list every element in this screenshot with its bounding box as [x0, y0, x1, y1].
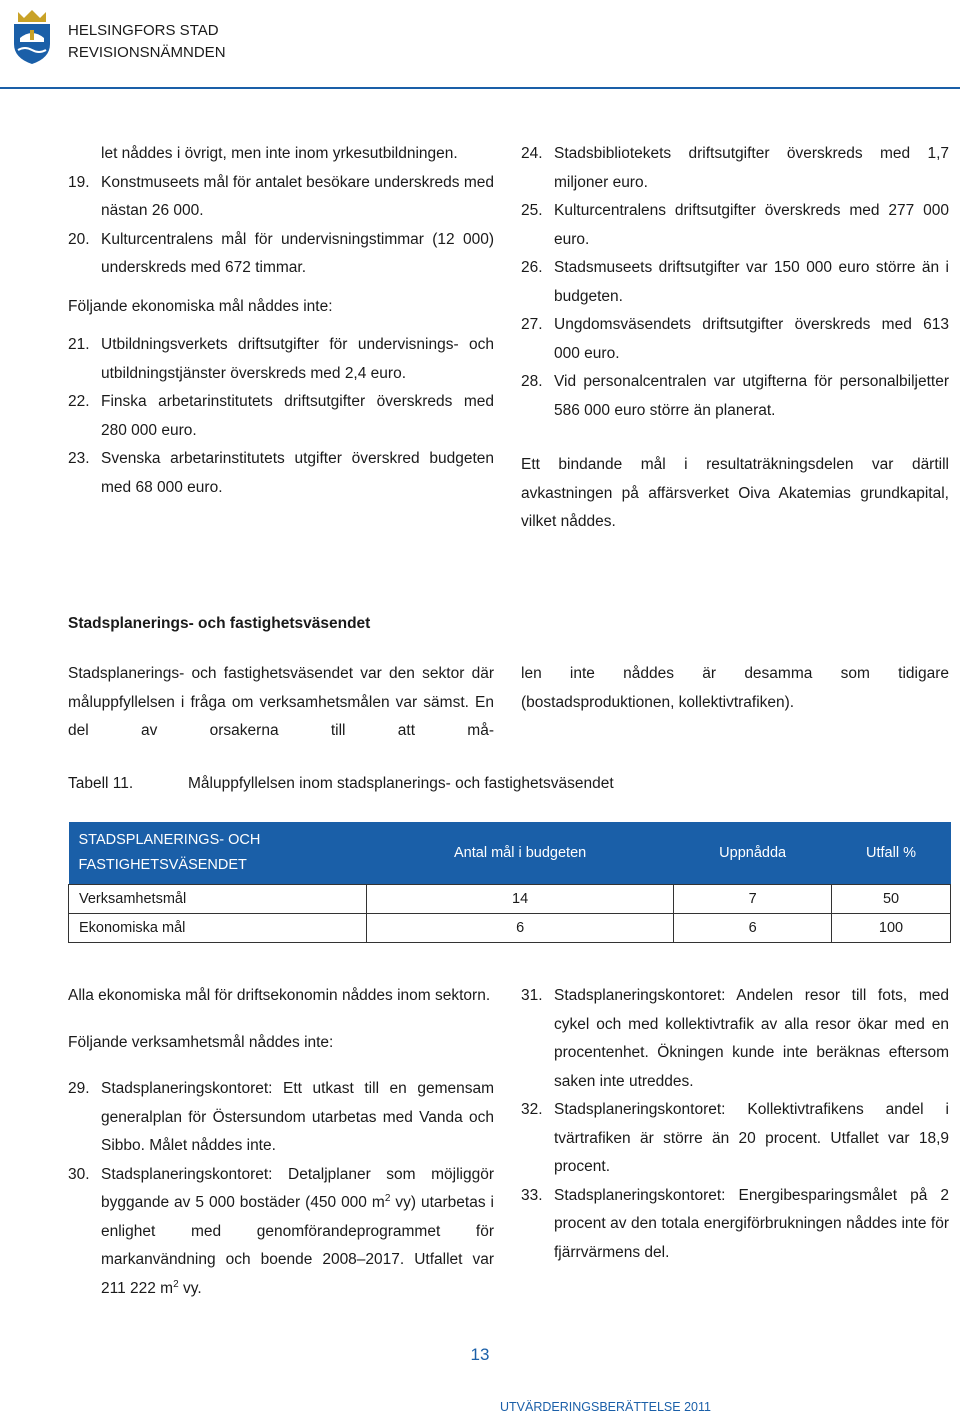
- item-number: 23.: [68, 450, 90, 467]
- economic-goals-paragraph: Alla ekonomiska mål för driftsekonomin nåddes inom sektorn.: [68, 987, 491, 1004]
- table-cell: 50: [832, 885, 951, 914]
- item-number: 30.: [68, 1165, 90, 1183]
- table-row: [69, 914, 951, 943]
- item-text: Stadsplaneringskontoret: Energibesparingsmålet på 2 procent av den totala energiförbrukningen nåddes inte för fjärrvärmens del.: [554, 1186, 949, 1261]
- table-header-outcome: Utfall %: [832, 822, 951, 885]
- org-line-1: HELSINGFORS STAD: [68, 22, 219, 39]
- helsinki-coat-of-arms-logo: [10, 8, 54, 66]
- item-number: 31.: [521, 987, 543, 1004]
- item-text: Stadsmuseets driftsutgifter var 150 000 euro större än i budgeten.: [554, 259, 949, 305]
- item-number: 29.: [68, 1080, 90, 1097]
- table-cell: 14: [367, 885, 674, 914]
- bottom-right-column: [521, 982, 949, 1267]
- item-text: Ungdomsväsendets driftsutgifter överskreds med 613 000 euro.: [554, 316, 949, 362]
- header-divider: [0, 87, 960, 89]
- item-text: Stadsplaneringskontoret: Ett utkast till en gemensam generalplan för Östersundom utarbetas med Vanda och Sibbo. Målet nåddes inte.: [101, 1080, 494, 1154]
- table-cell: Ekonomiska mål: [69, 914, 367, 943]
- subheading-economic-goals: Följande ekonomiska mål nåddes inte:: [68, 297, 333, 315]
- superscript-2: 2: [384, 1192, 391, 1204]
- table-cell: 7: [674, 885, 832, 914]
- list-item-30: [68, 1161, 494, 1304]
- table-caption-text: Måluppfyllelsen inom stadsplanerings- och fastighetsväsendet: [188, 775, 614, 792]
- item-number: 24.: [521, 145, 543, 162]
- item-number: 33.: [521, 1186, 543, 1204]
- section-heading: Stadsplanerings- och fastighetsväsendet: [68, 615, 371, 632]
- list-item-33: [521, 1182, 949, 1268]
- item-30-text-part3: vy.: [178, 1279, 202, 1297]
- table-cell: 6: [367, 914, 674, 943]
- item-text: Finska arbetarinstitutets driftsutgifter överskreds med 280 000 euro.: [101, 393, 494, 439]
- table-row: [69, 885, 951, 914]
- list-item-29: [68, 1075, 494, 1161]
- list-item-22: [68, 388, 494, 445]
- item-text: Stadsbibliotekets driftsutgifter överskreds med 1,7 miljoner euro.: [554, 145, 949, 191]
- footer-title: UTVÄRDERINGSBERÄTTELSE 2011: [500, 1400, 711, 1414]
- item-number: 26.: [521, 259, 543, 276]
- table-caption-label: Tabell 11.: [68, 775, 134, 792]
- table-header-achieved: Uppnådda: [674, 822, 832, 885]
- list-item-26: [521, 254, 949, 311]
- item-text: Konstmuseets mål för antalet besökare underskreds med nästan 26 000.: [101, 173, 494, 219]
- table-header-sector: STADSPLANERINGS- OCH FASTIGHETSVÄSENDET: [69, 822, 367, 885]
- item-number: 21.: [68, 336, 90, 353]
- list-item-27: [521, 311, 949, 368]
- item-number: 19.: [68, 173, 90, 191]
- item-text: Stadsplaneringskontoret: Andelen resor till fots, med cykel och med kollektivtrafik av alla resor ökar med en procentenhet. Ökningen kunde inte beräknas eftersom saken inte utreddes.: [554, 987, 949, 1090]
- list-item-28: [521, 368, 949, 425]
- organization-name: [68, 20, 226, 64]
- bindande-mal-paragraph: Ett bindande mål i resultaträkningsdelen var därtill avkastningen på affärsverket Oiva Akatemias grundkapital, vilket nåddes.: [521, 456, 949, 530]
- item-text: [101, 1161, 494, 1304]
- section-right-text: len inte nåddes är desamma som tidigare (bostadsproduktionen, kollektivtrafiken).: [521, 665, 949, 711]
- goals-table: [68, 822, 951, 943]
- page-number: 13: [470, 1345, 490, 1364]
- table-header-budget-goals: Antal mål i budgeten: [367, 822, 674, 885]
- item-text: Kulturcentralens mål för undervisningstimmar (12 000) underskreds med 672 timmar.: [101, 230, 494, 276]
- org-line-2: REVISIONSNÄMNDEN: [68, 44, 226, 61]
- section-left-text-block: [68, 660, 494, 746]
- table-cell: 100: [832, 914, 951, 943]
- item-30-text-part1: Stadsplaneringskontoret: Detaljplaner som möjliggör byggande av 5 000 bostäder (450 000 m: [101, 1165, 494, 1211]
- item-text: Utbildningsverkets driftsutgifter för undervisnings- och utbildningstjänster överskreds med 2,4 euro.: [101, 336, 494, 382]
- list-item-20: [68, 226, 494, 283]
- top-left-column: [68, 140, 494, 502]
- item-number: 32.: [521, 1101, 543, 1118]
- table-header-row: [69, 822, 951, 885]
- list-item-24: [521, 140, 949, 197]
- list-item-19: [68, 169, 494, 226]
- list-item-25: [521, 197, 949, 254]
- item-number: 25.: [521, 202, 543, 219]
- list-item-23: [68, 445, 494, 502]
- item-number: 22.: [68, 393, 90, 410]
- item-text: Svenska arbetarinstitutets utgifter överskred budgeten med 68 000 euro.: [101, 450, 494, 496]
- item-text: Stadsplaneringskontoret: Kollektivtrafikens andel i tvärtrafiken är större än 20 procent. Utfallet var 18,9 procent.: [554, 1101, 949, 1175]
- table-cell: 6: [674, 914, 832, 943]
- subheading-operational-goals: Följande verksamhetsmål nåddes inte:: [68, 1033, 334, 1051]
- bottom-left-column: [68, 982, 494, 1303]
- section-left-text: Stadsplanerings- och fastighetsväsendet var den sektor där måluppfyllelsen i fråga om verksamhetsmålen var sämst. En del av orsakerna till att må-: [68, 665, 494, 739]
- item-number: 28.: [521, 373, 543, 390]
- list-item-31: [521, 982, 949, 1096]
- top-right-column: [521, 140, 949, 537]
- list-item-21: [68, 331, 494, 388]
- item-30-text-part2: vy) utarbetas i enlighet med genomförandeprogrammet för markanvändning och boende 2008–2017. Utfallet var 211 222 m: [101, 1194, 494, 1297]
- intro-paragraph: let nåddes i övrigt, men inte inom yrkesutbildningen.: [101, 145, 458, 162]
- item-text: Vid personalcentralen var utgifterna för personalbiljetter 586 000 euro större än planerat.: [554, 373, 949, 419]
- section-right-text-block: [521, 660, 949, 717]
- item-number: 27.: [521, 316, 543, 333]
- item-number: 20.: [68, 230, 90, 248]
- item-text: Kulturcentralens driftsutgifter överskreds med 277 000 euro.: [554, 202, 949, 248]
- list-item-32: [521, 1096, 949, 1182]
- table-cell: Verksamhetsmål: [69, 885, 367, 914]
- superscript-2: 2: [173, 1278, 179, 1290]
